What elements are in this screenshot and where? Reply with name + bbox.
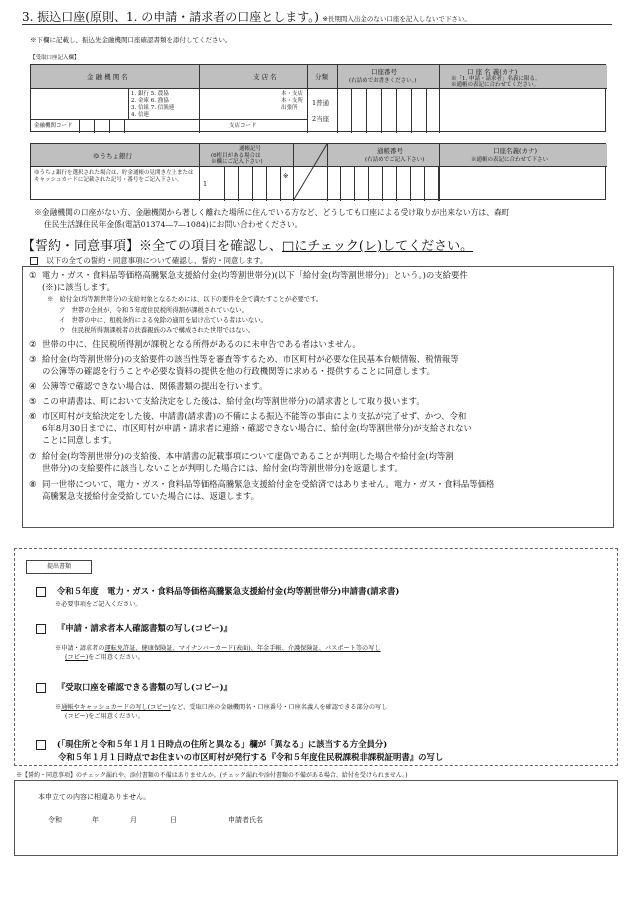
header-yucho-holder-sub: ※通帳の表記に合わせて下さい	[471, 157, 549, 163]
yucho-holder-input[interactable]	[439, 167, 607, 201]
agreement-title	[22, 235, 473, 254]
section3-sub-note: ※下欄に記載し、振込先金融機関口座確認書類を添付してください。	[30, 36, 232, 44]
term-5	[29, 395, 609, 407]
header-account-holder: 口 座 名 義(カナ)	[467, 68, 518, 76]
term-1	[29, 269, 609, 281]
doc-1-checkbox[interactable]	[36, 587, 46, 597]
divider	[199, 144, 200, 201]
agreement-title-b: ※全ての項目を確認し、	[139, 239, 283, 254]
class-option-checking[interactable]: 2当座	[312, 115, 330, 123]
term-1-line-2: (※)に該当します。	[42, 282, 115, 292]
branch-type-2: 本・支所	[281, 98, 304, 104]
header-symbol: 通帳記号	[239, 146, 262, 152]
term-3	[29, 353, 609, 365]
signer-label: 申請者氏名	[228, 816, 263, 824]
term-2-text: 世帯の中に、住民税所得割が課税となる所得があるのに未申告である者はいません。	[42, 339, 361, 349]
term-8	[29, 478, 609, 490]
term-6-line-3: ことに同意します。	[42, 435, 117, 445]
doc-3-note-b: 通帳やキャッシュカードの写し(コピー)	[61, 704, 171, 711]
term-7-num: ⑦	[29, 451, 37, 461]
doc-3-label: 『受取口座を確認できる書類の写し(コピー)』	[56, 682, 233, 692]
doc-3-note	[55, 703, 595, 722]
section3-title	[22, 8, 471, 25]
branch-type-3: 出張所	[281, 105, 298, 111]
header-bank-name: 金 融 機 関 名	[87, 73, 128, 81]
yucho-left-note: ゆうちょ銀行を選択された場合は、貯金通帳の見開き左上またはキャッシュカードに記載された記号・番号をご記入下さい。	[34, 170, 194, 183]
agree-all-checkbox[interactable]	[30, 257, 38, 265]
branch-code-label: 支店コード	[229, 123, 257, 129]
account-box-label: 【受取口座記入欄】	[30, 55, 80, 61]
term-7-line-2: 世帯分)の支給要件に該当しないことが判明した場合には、給付金(均等割世帯分)を返還します。	[42, 463, 403, 473]
section3-title-text: 3. 振込口座(原則、1. の申請・請求者の口座とします。)	[22, 10, 319, 24]
account-holder-input[interactable]	[439, 89, 607, 133]
branch-name-input[interactable]	[199, 89, 277, 119]
check-all-label: 以下の全ての誓約・同意事項について確認し、誓約・同意します。	[46, 256, 268, 265]
term-5-num: ⑤	[29, 396, 37, 406]
title-divider	[22, 24, 612, 25]
doc-item-1	[36, 585, 399, 597]
bank-type-1: 1. 銀行 5. 農協	[131, 91, 169, 97]
doc-3-note-a: ※	[55, 704, 62, 711]
header-symbol-sub-2: ※欄にご記入下さい)	[211, 159, 263, 165]
divider	[199, 119, 307, 120]
term-3-line-2: の公簿等の確認を行うことや必要な資料の提供を他の行政機関等に求める・提供することに同意します。	[42, 366, 435, 376]
header-classification: 分類	[315, 73, 328, 81]
doc-3-checkbox[interactable]	[36, 683, 46, 693]
doc-3-note-c: など、受取口座の金融機関名・口座番号・口座名義人を確認できる部分の写し	[170, 704, 388, 711]
holder-note-2: ※通帳の表記に合わせてください。	[451, 82, 540, 88]
divider	[307, 65, 308, 133]
header-yucho-holder: 口座名義(カナ)	[493, 147, 538, 155]
doc-item-4	[36, 738, 387, 750]
agreement-title-c: □にチェック(レ)してください。	[282, 239, 474, 254]
term-1-sub-1: ア 世帯の全員が、令和５年度住民税所得割が課税されていない。	[59, 307, 248, 314]
doc-2-checkbox[interactable]	[36, 624, 46, 634]
term-3-line-1: 給付金(均等割世帯分)の支給要件の該当性等を審査等するため、市区町村が必要な住民基本台帳情報、税情報等	[42, 354, 459, 364]
term-4	[29, 380, 609, 392]
term-2	[29, 338, 609, 350]
header-passbook-number: 通帳番号	[377, 147, 403, 155]
diagonal-slash	[293, 144, 327, 201]
term-1-sub-0: ※ 給付金(均等割世帯分)の支給対象となるためには、以下の要件を全て満たすことが必要です。	[47, 296, 323, 303]
branch-type-1: 本・支店	[281, 91, 304, 97]
term-6-num: ⑥	[29, 411, 37, 421]
doc-4-line-1: (「現住所と令和５年１月１日時点の住所と異なる」欄が「異なる」に該当する方全員分)	[56, 739, 388, 749]
class-option-savings[interactable]: 1普通	[312, 99, 330, 107]
term-1-sub-3: ウ 住民税所得割課税者の扶養親族のみで構成された世帯ではない。	[59, 327, 255, 334]
check-reminder-note: ※【誓約・同意事項】のチェック漏れや、添付書類の不備はありませんか。(チェック漏れや添付書類の不備がある場合、給付を受けられません。)	[16, 772, 408, 779]
no-account-note-2: 住民生活課住民年金係(電話01374―7―1084)にお問い合わせください。	[44, 220, 303, 229]
bank-type-3: 3. 信組 7. 信漁連	[131, 105, 175, 111]
header-account-number: 口座番号	[371, 68, 397, 76]
doc-2-note	[55, 644, 595, 663]
doc-3-note-d: (コピー)をご用意ください。	[65, 713, 144, 721]
term-6-line-1: 市区町村が支給決定をした後、申請書(請求書)の不備による振込不能等の事由により支払が完了せず、かつ、令和	[42, 411, 467, 421]
term-2-num: ②	[29, 339, 37, 349]
term-1-line-1: 電力・ガス・食料品等価格高騰緊急支援給付金(均等割世帯分)(以下「給付金(均等割世帯分)」という。)の支給要件	[42, 270, 468, 280]
declaration-text: 本申立ての内容に相違ありません。	[38, 793, 151, 801]
no-account-note-1: ※金融機関の口座がない方、金融機関から著しく離れた場所に住んでいる方など、どうしても口座による受け取りが出来ない方は、森町	[34, 208, 510, 217]
term-4-num: ④	[29, 381, 37, 391]
header-passbook-number-sub: (右詰めでご記入下さい)	[365, 157, 425, 163]
bank-code-label: 金融機関コード	[34, 123, 73, 129]
header-account-number-sub: (右詰めでお書きください。)	[349, 78, 417, 84]
yucho-bank-name: ゆうちょ銀行	[93, 152, 132, 160]
bank-name-input[interactable]	[31, 89, 129, 119]
term-7-line-1: 給付金(均等割世帯分)の支給後、本申請書の記載事項について虚偽であることが判明した場合や給付金(均等割	[42, 451, 454, 461]
term-6-line-2: 6年8月30日までに、市区町村が申請・請求者に連絡・確認できない場合に、給付金(均等割世帯分)が支給されない	[42, 423, 472, 433]
doc-2-note-d: をご用意ください。	[88, 654, 144, 662]
header-symbol-sub-1: (6桁目がある場合は	[211, 153, 261, 159]
doc-4-line-2: 令和５年１月１日時点でお住まいの市区町村が発行する『令和５年度住民税課税非課税証明書』の写し	[58, 752, 444, 762]
symbol-mark: ※	[283, 172, 289, 180]
bank-code-input[interactable]	[79, 119, 139, 133]
doc-2-label: 『申請・請求者本人確認書類の写し(コピー)』	[56, 623, 233, 633]
term-5-text: この申請書は、町において支給決定をした後は、給付金(均等割世帯分)の請求書として取り扱います。	[42, 396, 425, 406]
signer-name-input[interactable]	[270, 812, 470, 824]
doc-2-note-b: 運転免許証、健康保険証、マイナンバーカード(表面)、年金手帳、介護保険証、パスポート等の写し	[104, 645, 381, 652]
documents-tag: 提出書類	[26, 560, 92, 574]
check-all-row	[30, 255, 267, 266]
passbook-number-input[interactable]	[327, 167, 439, 201]
date-month: 月	[130, 816, 137, 824]
doc-4-checkbox[interactable]	[36, 740, 46, 750]
doc-2-note-c: (コピー)	[65, 654, 89, 662]
section3-title-note: ※長期間入出金のない口座を記入しないで下さい。	[322, 15, 471, 23]
bank-type-4: 4. 信連	[131, 112, 149, 118]
header-branch-name: 支 店 名	[253, 73, 277, 81]
date-era: 令和	[48, 816, 62, 824]
doc-1-note: ※必要事項をご記入ください。	[55, 601, 142, 608]
bank-account-table	[30, 64, 606, 132]
term-8-num: ⑧	[29, 479, 37, 489]
date-year: 年	[92, 816, 99, 824]
bank-type-2: 2. 金庫 6. 漁協	[131, 98, 169, 104]
doc-1-label: 令和５年度 電力・ガス・食料品等価格高騰緊急支援給付金(均等割世帯分)申請書(請求書)	[56, 586, 400, 596]
agreement-title-a: 【誓約・同意事項】	[22, 239, 140, 254]
account-number-input[interactable]	[337, 89, 439, 133]
holder-note-1: ※「1. 申請・請求者」名義に限る。	[451, 76, 541, 82]
doc-item-3	[36, 681, 232, 693]
term-7	[29, 450, 609, 462]
doc-item-2	[36, 622, 232, 634]
doc-2-note-a: ※申請・請求者の	[55, 645, 105, 652]
yucho-table	[30, 143, 606, 200]
term-8-line-2: 高騰緊急支援給付金受給していた場合には、返還します。	[42, 491, 260, 501]
term-6	[29, 410, 609, 422]
term-1-sub-2: イ 世帯の中に、租税条約による免除の適用を届け出ている者はいない。	[59, 317, 267, 324]
symbol-prefix: 1	[203, 180, 208, 188]
term-4-text: 公簿等で確認できない場合は、関係書類の提出を行います。	[42, 381, 268, 391]
date-day: 日	[170, 816, 177, 824]
term-8-line-1: 同一世帯について、電力・ガス・食料品等価格高騰緊急支援給付金を受給済ではありません。電力・ガス・食料品等価格	[42, 479, 495, 489]
term-3-num: ③	[29, 354, 37, 364]
term-1-num: ①	[29, 270, 37, 280]
terms-box	[22, 266, 614, 528]
symbol-input[interactable]	[211, 167, 281, 201]
